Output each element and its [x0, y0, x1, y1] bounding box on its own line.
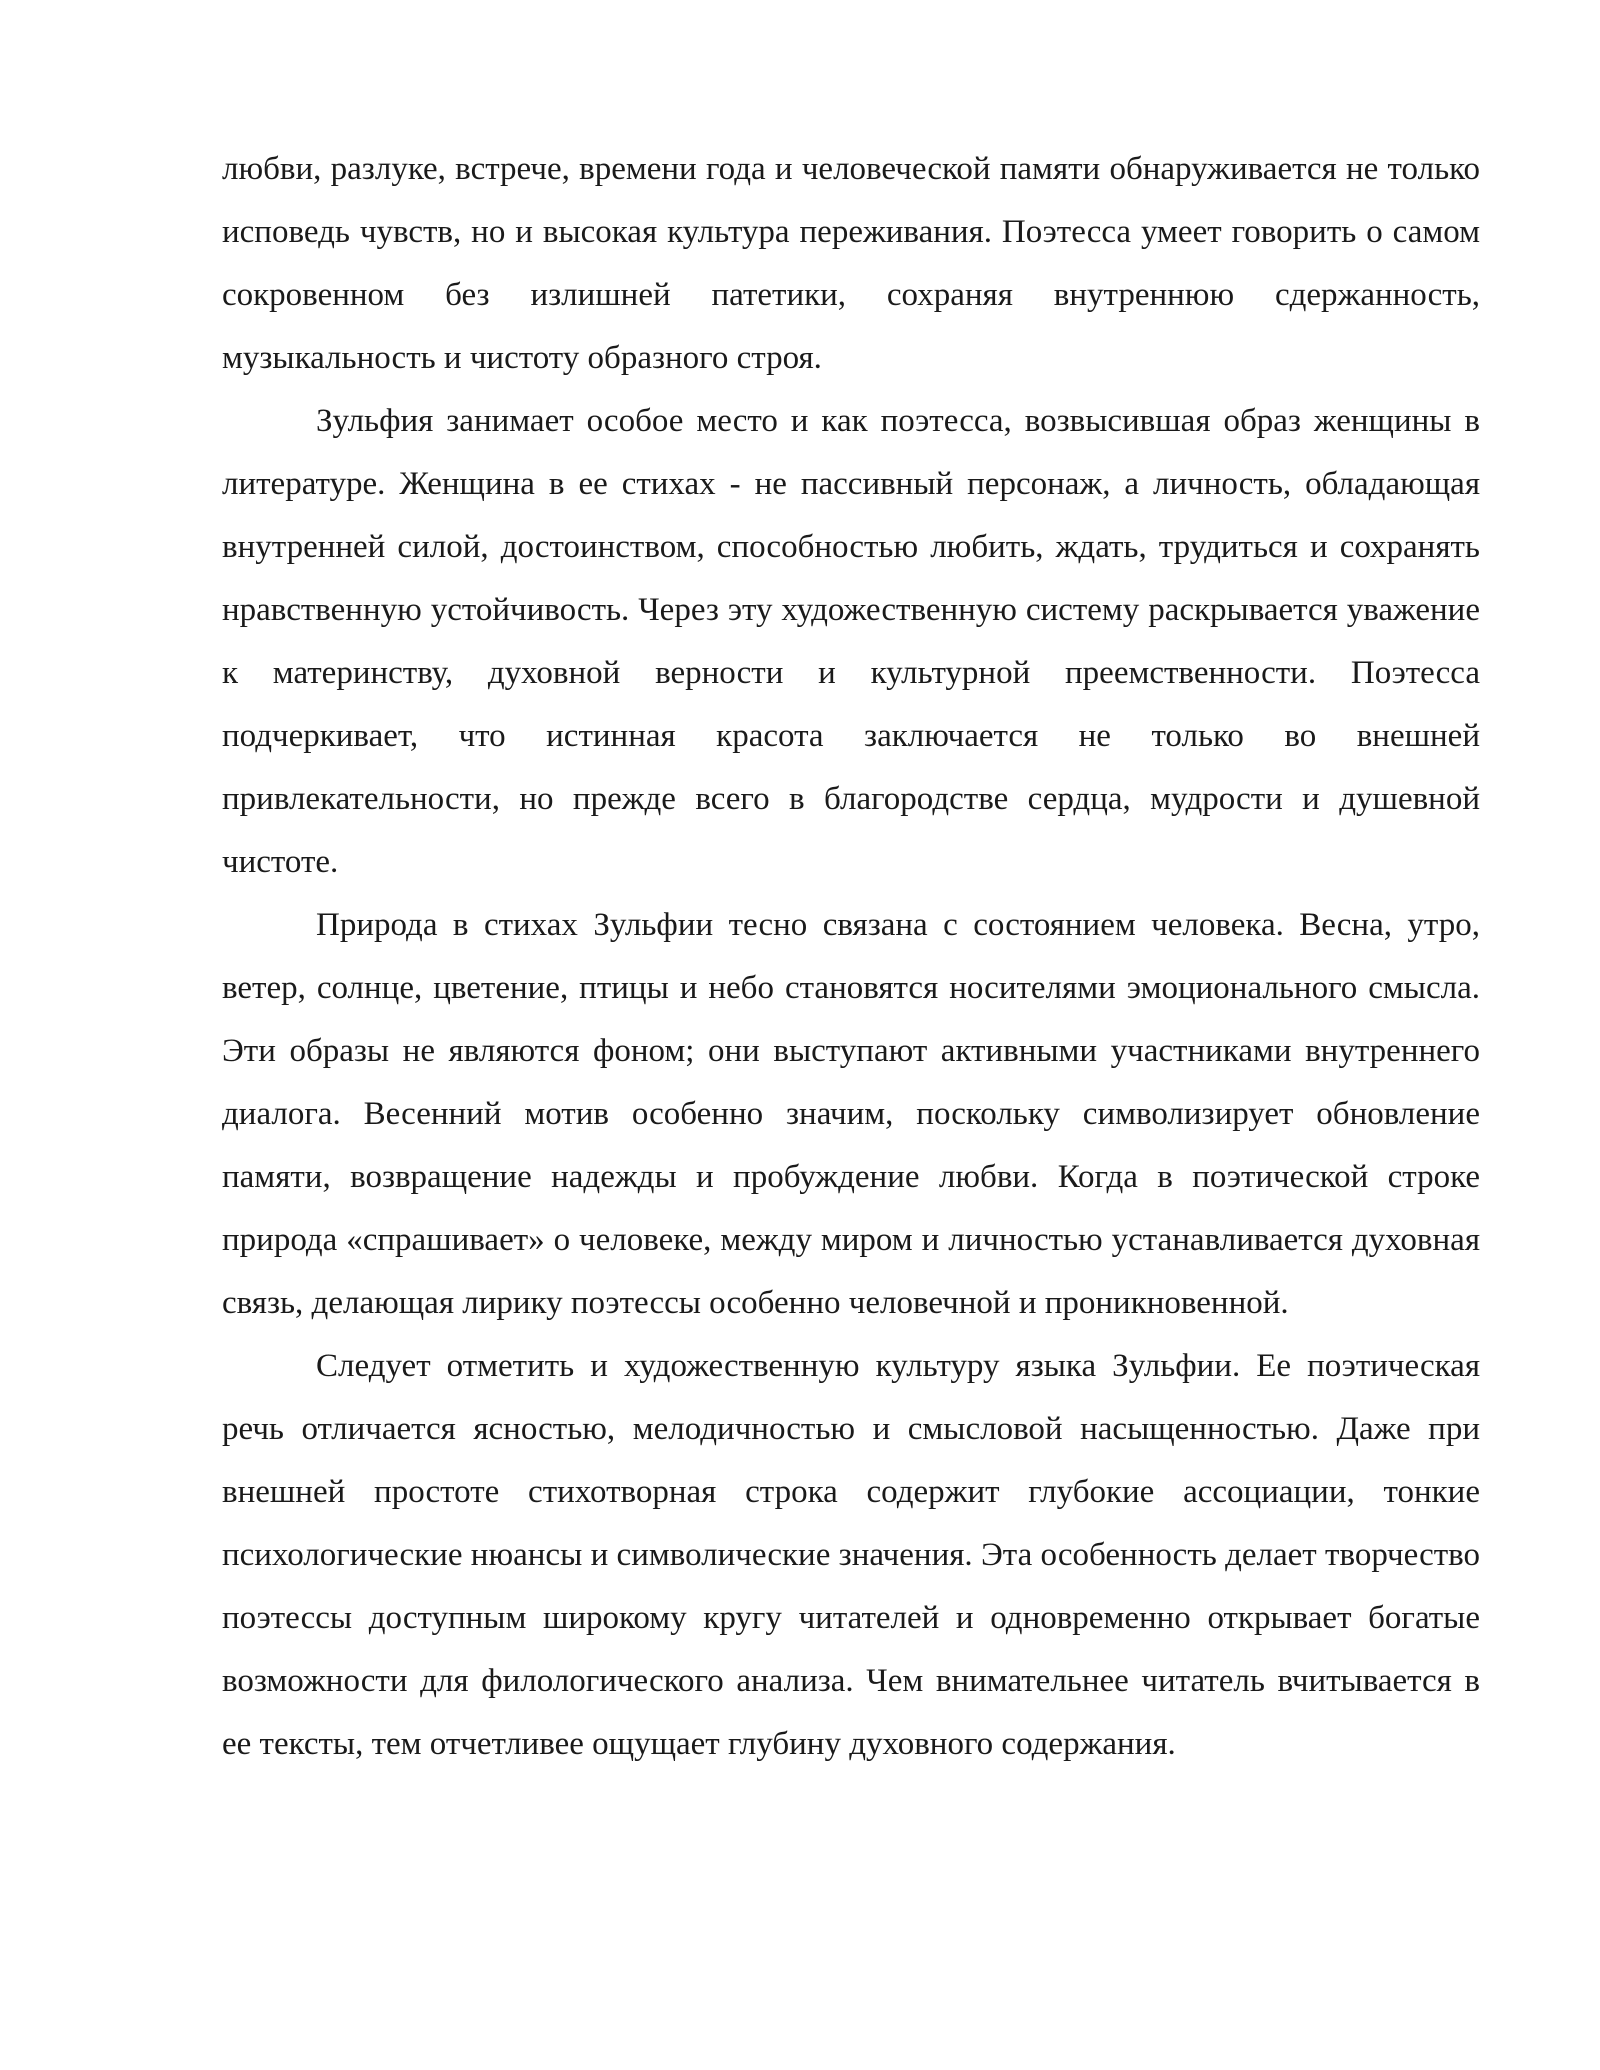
paragraph-nature-in-poems: Природа в стихах Зульфии тесно связана с состоянием человека. Весна, утро, ветер, солнце, цветение, птицы и небо становятся носителями эмоционального смысла. Эти образы не являются фоном; они выступают активными участниками внутреннего диалога. Весенний мотив особенно значим, поскольку символизирует обновление памяти, возвращение надежды и пробуждение любви. Когда в поэтической строке природа «спрашивает» о человеке, между миром и личностью устанавливается духовная связь, делающая лирику поэтессы особенно человечной и проникновенной.	[222, 907, 1480, 1321]
paragraph-zulfiya-woman-image: Зульфия занимает особое место и как поэтесса, возвысившая образ женщины в литературе. Женщина в ее стихах - не пассивный персонаж, а личность, обладающая внутренней силой, достоинством, способностью любить, ждать, трудиться и сохранять нравственную устойчивость. Через эту художественную систему раскрывается уважение к материнству, духовной верности и культурной преемственности. Поэтесса подчеркивает, что истинная красота заключается не только во внешней привлекательности, но прежде всего в благородстве сердца, мудрости и душевной чистоте.	[222, 403, 1480, 880]
document-body	[222, 138, 1480, 1776]
paragraph-language-culture: Следует отметить и художественную культуру языка Зульфии. Ее поэтическая речь отличается ясностью, мелодичностью и смысловой насыщенностью. Даже при внешней простоте стихотворная строка содержит глубокие ассоциации, тонкие психологические нюансы и символические значения. Эта особенность делает творчество поэтессы доступным широкому кругу читателей и одновременно открывает богатые возможности для филологического анализа. Чем внимательнее читатель вчитывается в ее тексты, тем отчетливее ощущает глубину духовного содержания.	[222, 1348, 1480, 1762]
paragraph-continuation: любви, разлуке, встрече, времени года и человеческой памяти обнаруживается не только исповедь чувств, но и высокая культура переживания. Поэтесса умеет говорить о самом сокровенном без излишней патетики, сохраняя внутреннюю сдержанность, музыкальность и чистоту образного строя.	[222, 151, 1480, 376]
